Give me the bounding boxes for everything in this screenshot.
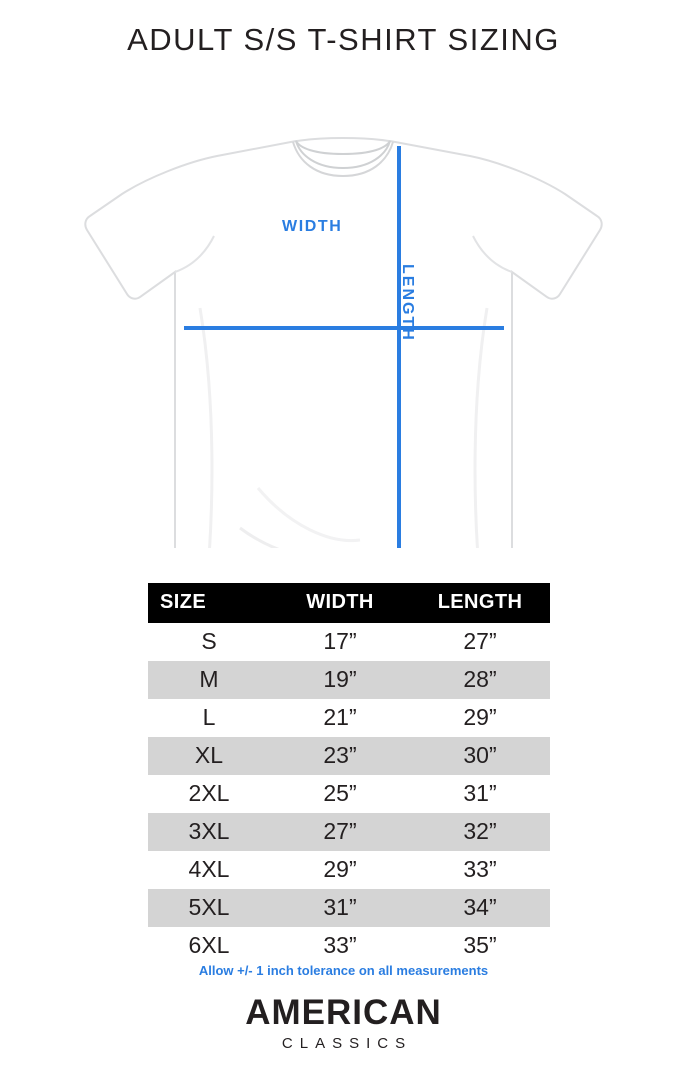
cell-width: 23” xyxy=(270,737,410,775)
cell-length: 32” xyxy=(410,813,550,851)
table-row xyxy=(148,927,550,965)
column-header-width: WIDTH xyxy=(270,583,410,623)
cell-length: 31” xyxy=(410,775,550,813)
cell-width: 17” xyxy=(270,623,410,661)
cell-length: 28” xyxy=(410,661,550,699)
brand-tagline: CLASSICS xyxy=(281,1035,413,1052)
cell-width: 33” xyxy=(270,927,410,965)
cell-width: 27” xyxy=(270,813,410,851)
cell-size: L xyxy=(148,699,270,737)
cell-length: 29” xyxy=(410,699,550,737)
cell-length: 30” xyxy=(410,737,550,775)
cell-length: 34” xyxy=(410,889,550,927)
table-row xyxy=(148,813,550,851)
table-row xyxy=(148,737,550,775)
cell-size: 2XL xyxy=(148,775,270,813)
tshirt-illustration xyxy=(0,58,687,548)
size-table-container xyxy=(148,583,538,965)
table-row xyxy=(148,661,550,699)
cell-size: M xyxy=(148,661,270,699)
length-label: LENGTH xyxy=(399,264,416,342)
brand-logo xyxy=(0,993,687,1052)
brand-name: AMERICAN xyxy=(245,993,442,1032)
cell-size: S xyxy=(148,623,270,661)
table-row xyxy=(148,775,550,813)
table-header-row xyxy=(148,583,550,623)
cell-size: XL xyxy=(148,737,270,775)
column-header-length: LENGTH xyxy=(410,583,550,623)
column-header-size: SIZE xyxy=(148,583,270,623)
cell-width: 31” xyxy=(270,889,410,927)
table-row xyxy=(148,889,550,927)
cell-size: 3XL xyxy=(148,813,270,851)
tshirt-diagram xyxy=(0,58,687,548)
table-row xyxy=(148,699,550,737)
size-table xyxy=(148,583,550,965)
cell-width: 29” xyxy=(270,851,410,889)
cell-width: 25” xyxy=(270,775,410,813)
page-title: ADULT S/S T-SHIRT SIZING xyxy=(127,22,560,57)
cell-length: 35” xyxy=(410,927,550,965)
cell-size: 5XL xyxy=(148,889,270,927)
table-row xyxy=(148,851,550,889)
cell-width: 21” xyxy=(270,699,410,737)
table-row xyxy=(148,623,550,661)
tolerance-note: Allow +/- 1 inch tolerance on all measurements xyxy=(198,963,489,978)
cell-size: 4XL xyxy=(148,851,270,889)
width-label: WIDTH xyxy=(282,218,343,235)
cell-size: 6XL xyxy=(148,927,270,965)
cell-width: 19” xyxy=(270,661,410,699)
cell-length: 33” xyxy=(410,851,550,889)
cell-length: 27” xyxy=(410,623,550,661)
